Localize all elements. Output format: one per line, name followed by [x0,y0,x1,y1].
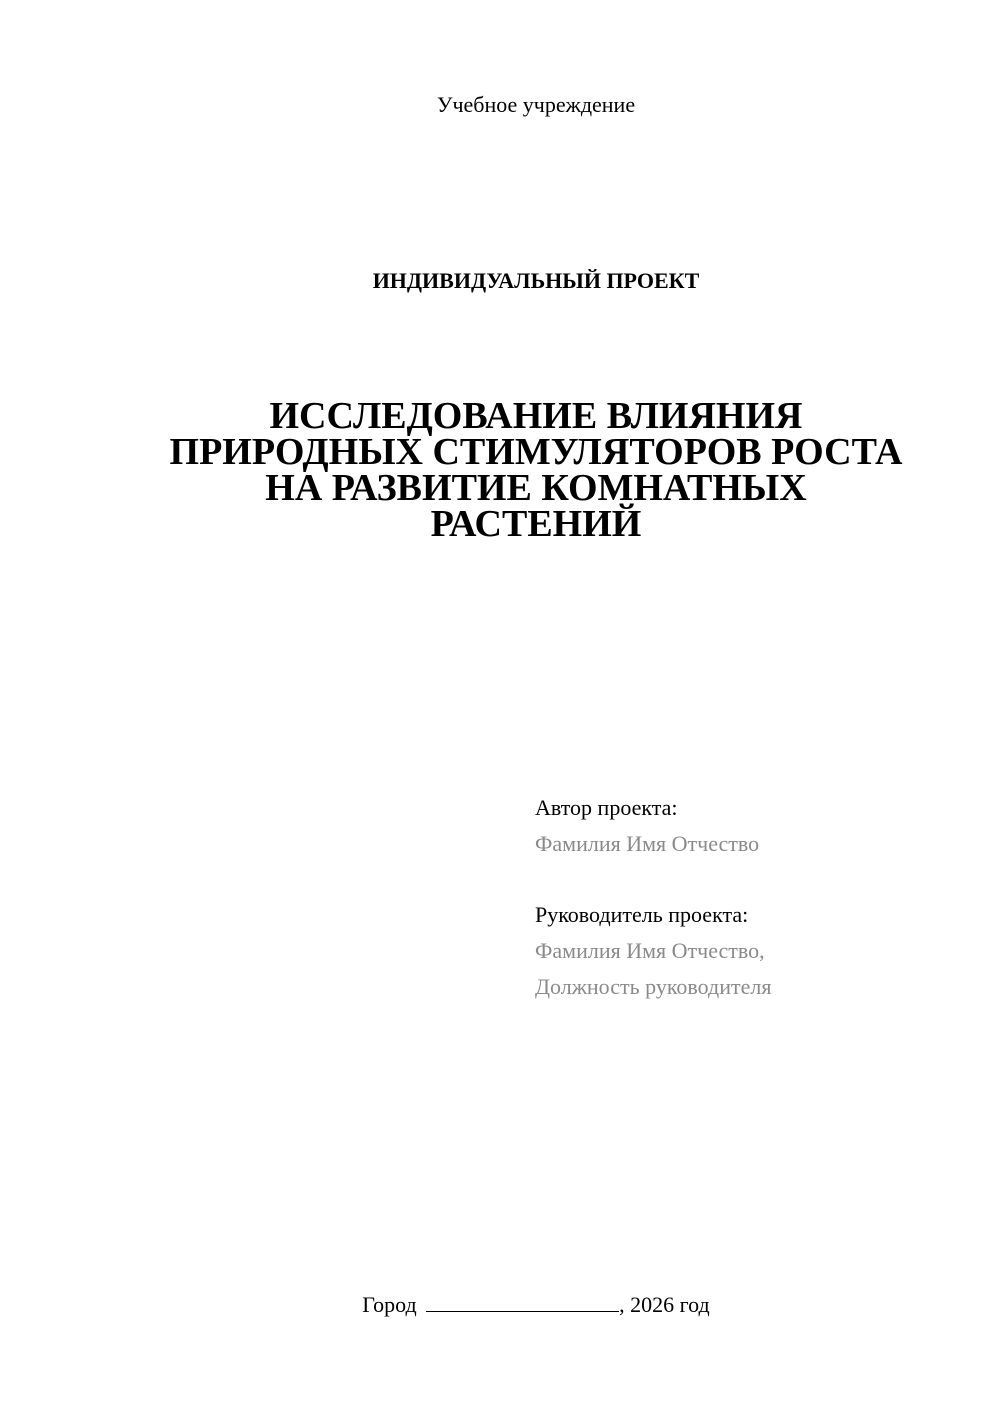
city-blank-line [426,1291,619,1312]
project-type-heading: ИНДИВИДУАЛЬНЫЙ ПРОЕКТ [372,268,700,293]
supervisor-label: Руководитель проекта: [535,902,749,927]
project-title-line: НА РАЗВИТИЕ КОМНАТНЫХ [265,467,807,509]
project-title-line: РАСТЕНИЙ [430,503,642,545]
author-label: Автор проекта: [535,795,678,820]
project-title [0,395,1000,545]
institution-name: Учебное учреждение [436,92,636,117]
supervisor-name: Фамилия Имя Отчество, [535,938,765,963]
city-label: Город [362,1292,417,1317]
spacer [535,862,975,897]
year-label: , 2026 год [619,1292,710,1317]
author-name: Фамилия Имя Отчество [535,831,760,856]
footer-city-year [0,1291,1000,1319]
project-title-line: ПРИРОДНЫХ СТИМУЛЯТОРОВ РОСТА [169,431,903,473]
supervisor-position: Должность руководителя [535,974,772,999]
project-title-line: ИССЛЕДОВАНИЕ ВЛИЯНИЯ [269,395,803,437]
project-info-block [535,790,975,1005]
